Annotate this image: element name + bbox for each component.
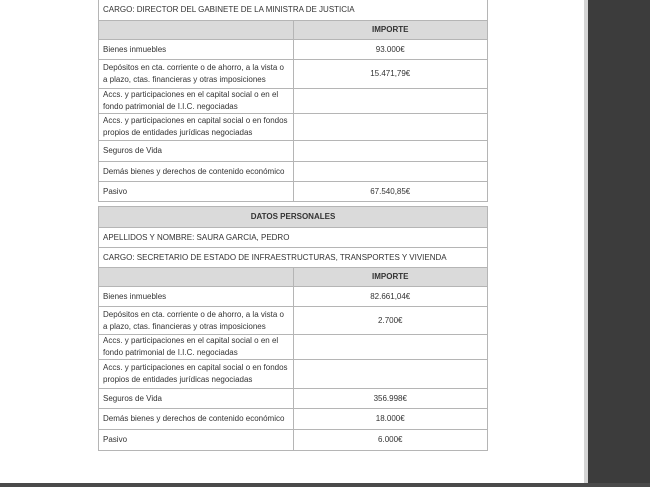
name-row <box>99 228 488 248</box>
table-row <box>99 335 488 360</box>
table-row <box>99 114 488 141</box>
table-row <box>99 430 488 451</box>
row-value: 356.998€ <box>293 389 488 409</box>
header-blank-cell <box>99 268 294 287</box>
table-row <box>99 89 488 114</box>
row-label: Seguros de Vida <box>99 141 294 162</box>
row-value: 82.661,04€ <box>293 287 488 307</box>
table-row <box>99 162 488 182</box>
table-row <box>99 40 488 60</box>
table-row <box>99 182 488 202</box>
table-row <box>99 360 488 389</box>
row-value <box>293 162 488 182</box>
row-label: Depósitos en cta. corriente o de ahorro, a la vista o a plazo, ctas. financieras y otras imposiciones <box>99 307 294 335</box>
table-row <box>99 389 488 409</box>
table-row <box>99 287 488 307</box>
row-value: 2.700€ <box>293 307 488 335</box>
row-label: Bienes inmuebles <box>99 287 294 307</box>
row-label: Pasivo <box>99 182 294 202</box>
row-label: Demás bienes y derechos de contenido económico <box>99 162 294 182</box>
viewer-background-right <box>588 0 650 487</box>
row-label: Bienes inmuebles <box>99 40 294 60</box>
row-label: Accs. y participaciones en capital social o en fondos propios de entidades jurídicas negociadas <box>99 114 294 141</box>
row-value: 6.000€ <box>293 430 488 451</box>
row-label: Accs. y participaciones en el capital social o en el fondo patrimonial de I.I.C. negociadas <box>99 89 294 114</box>
table-row <box>99 307 488 335</box>
header-row <box>99 21 488 40</box>
table-row <box>99 409 488 430</box>
row-label: Accs. y participaciones en el capital social o en el fondo patrimonial de I.I.C. negociadas <box>99 335 294 360</box>
row-label: Depósitos en cta. corriente o de ahorro, a la vista o a plazo, ctas. financieras y otras imposiciones <box>99 60 294 89</box>
cargo-row <box>99 248 488 268</box>
viewer-background-bottom <box>0 483 650 487</box>
declaration-table-1 <box>98 0 488 202</box>
importe-header: IMPORTE <box>293 268 488 287</box>
row-value <box>293 360 488 389</box>
row-value <box>293 141 488 162</box>
table-row <box>99 60 488 89</box>
header-row <box>99 268 488 287</box>
cargo-cell: CARGO: SECRETARIO DE ESTADO DE INFRAESTRUCTURAS, TRANSPORTES Y VIVIENDA <box>99 248 488 268</box>
cargo-row <box>99 0 488 21</box>
section-title-row <box>99 207 488 228</box>
row-label: Accs. y participaciones en capital social o en fondos propios de entidades jurídicas negociadas <box>99 360 294 389</box>
row-value <box>293 335 488 360</box>
row-label: Pasivo <box>99 430 294 451</box>
section-title: DATOS PERSONALES <box>99 207 488 228</box>
row-value: 15.471,79€ <box>293 60 488 89</box>
nombre-cell: APELLIDOS Y NOMBRE: SAURA GARCIA, PEDRO <box>99 228 488 248</box>
header-blank-cell <box>99 21 294 40</box>
row-value <box>293 114 488 141</box>
importe-header: IMPORTE <box>293 21 488 40</box>
cargo-cell: CARGO: DIRECTOR DEL GABINETE DE LA MINISTRA DE JUSTICIA <box>99 0 488 21</box>
row-value <box>293 89 488 114</box>
table-row <box>99 141 488 162</box>
row-label: Demás bienes y derechos de contenido económico <box>99 409 294 430</box>
row-value: 67.540,85€ <box>293 182 488 202</box>
declaration-table-2 <box>98 206 488 451</box>
row-value: 18.000€ <box>293 409 488 430</box>
row-label: Seguros de Vida <box>99 389 294 409</box>
row-value: 93.000€ <box>293 40 488 60</box>
